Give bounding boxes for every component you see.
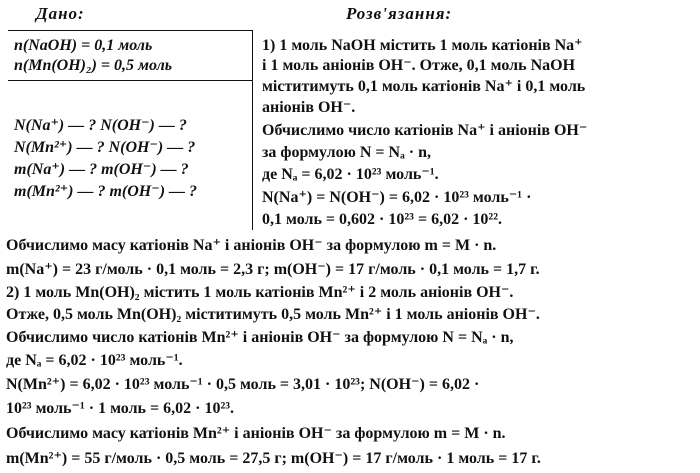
solution-line: Обчислимо число катіонів Na⁺ і аніонів OH⁻ [262, 122, 588, 139]
solution-line: міститимуть 0,1 моль катіонів Na⁺ і 0,1 моль [262, 78, 586, 95]
solution-line: де Nₐ = 6,02 · 10²³ моль⁻¹. [6, 352, 183, 369]
solution-line: Обчислимо число катіонів Mn²⁺ і аніонів OH⁻ за формулою N = Nₐ · n, [6, 329, 514, 346]
given-vertical-rule [252, 30, 253, 230]
solution-line: аніонів OH⁻. [262, 99, 356, 116]
find-line: N(Mn²⁺) — ? N(OH⁻) — ? [14, 139, 196, 156]
solution-line: 0,1 моль = 0,602 · 10²³ = 6,02 · 10²². [262, 211, 503, 228]
given-divider [8, 80, 252, 81]
find-line: m(Na⁺) — ? m(OH⁻) — ? [14, 161, 189, 178]
solution-line: N(Na⁺) = N(OH⁻) = 6,02 · 10²³ моль⁻¹ · [262, 189, 532, 206]
solution-line: Обчислимо масу катіонів Na⁺ і аніонів OH⁻ за формулою m = M · n. [6, 237, 497, 254]
given-heading: Дано: [36, 4, 85, 23]
solution-line: де Nₐ = 6,02 · 10²³ моль⁻¹. [262, 166, 439, 183]
solution-line: Отже, 0,5 моль Mn(OH)₂ міститимуть 0,5 моль Mn²⁺ і 1 моль аніонів OH⁻. [6, 306, 540, 323]
solution-line: N(Mn²⁺) = 6,02 · 10²³ моль⁻¹ · 0,5 моль = 3,01 · 10²³; N(OH⁻) = 6,02 · [6, 376, 480, 393]
solution-line: 1) 1 моль NaOH містить 1 моль катіонів Na⁺ [262, 37, 583, 54]
solution-line: 10²³ моль⁻¹ · 1 моль = 6,02 · 10²³. [6, 400, 235, 417]
solution-line: Обчислимо масу катіонів Mn²⁺ і аніонів OH⁻ за формулою m = M · n. [6, 425, 506, 442]
solution-line: m(Na⁺) = 23 г/моль · 0,1 моль = 2,3 г; m(OH⁻) = 17 г/моль · 0,1 моль = 1,7 г. [6, 261, 540, 278]
given-top-rule [8, 30, 252, 31]
solution-heading: Розв'язання: [346, 4, 453, 23]
given-line: n(Mn(OH)₂) = 0,5 моль [14, 57, 173, 74]
given-line: n(NaOH) = 0,1 моль [14, 37, 153, 54]
solution-line: m(Mn²⁺) = 55 г/моль · 0,5 моль = 27,5 г; m(OH⁻) = 17 г/моль · 1 моль = 17 г. [6, 450, 541, 467]
solution-line: за формулою N = Nₐ · n, [262, 144, 431, 161]
find-line: N(Na⁺) — ? N(OH⁻) — ? [14, 117, 187, 134]
find-line: m(Mn²⁺) — ? m(OH⁻) — ? [14, 183, 198, 200]
solution-line: 2) 1 моль Mn(OH)₂ містить 1 моль катіонів Mn²⁺ і 2 моль аніонів OH⁻. [6, 284, 514, 301]
solution-line: і 1 моль аніонів OH⁻. Отже, 0,1 моль NaOH [262, 57, 576, 74]
